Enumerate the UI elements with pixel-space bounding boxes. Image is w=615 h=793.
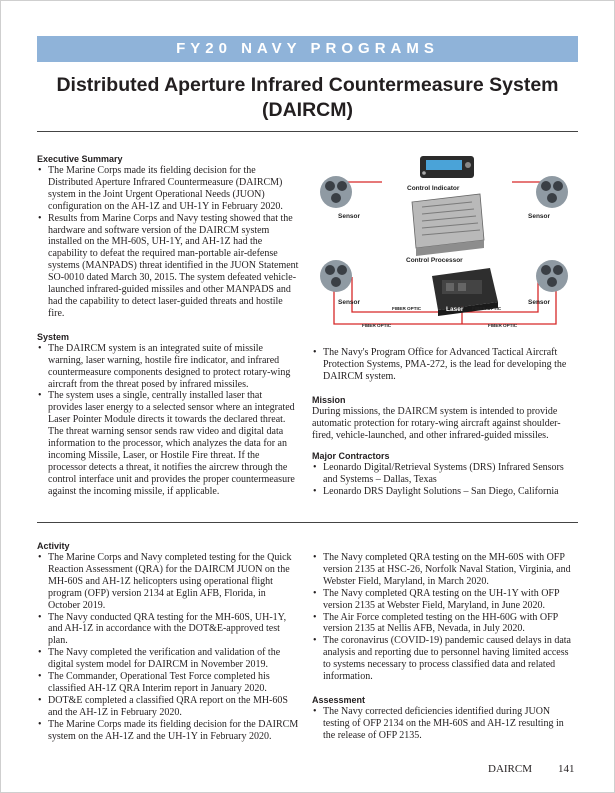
control-processor-label: Control Processor — [406, 257, 463, 264]
mission-heading: Mission — [312, 394, 346, 405]
control-indicator-unit — [420, 156, 474, 178]
fiber-optic-label: FIBER OPTIC — [392, 306, 422, 311]
activity-heading: Activity — [37, 541, 70, 551]
activity-list-left — [37, 552, 299, 743]
footer-label: DAIRCM — [488, 763, 533, 775]
sensor-top-right — [536, 176, 568, 208]
fiber-optic-label: FIBER OPTIC — [362, 323, 392, 328]
list-item: • The Navy conducted QRA testing for the MH-60S, UH-1Y, and AH-1Z in accordance with the DOT&E-approved test plan. — [48, 612, 299, 648]
list-item: • The Air Force completed testing on the HH-60G with OFP version 2135 at Nellis AFB, Nevada, in July 2020. — [323, 612, 578, 636]
list-item: • Results from Marine Corps and Navy testing showed that the hardware and software version of the DAIRCM system installed on the MH-60S, UH-1Y, and AH-1Z had the capability to defeat the required man-portable air-defense systems (MANPADS) threat identified in the JUON Statement SO-0010 dated March 30, 2015. The system defeated vehicle-launched infrared-guided missiles and other MANPADS and had the capability to detect laser-guided threats and hostile fire. — [48, 213, 299, 320]
sensor-bottom-left — [320, 260, 352, 292]
left-column-top — [37, 154, 299, 498]
list-item: • The Marine Corps made its fielding decision for the DAIRCM system on the AH-1Z and the UH-1Y in February 2020. — [48, 719, 299, 743]
list-item: • Leonardo Digital/Retrieval Systems (DRS) Infrared Sensors and Systems – Dallas, Texas — [323, 462, 578, 486]
list-item: • The Navy completed QRA testing on the MH-60S with OFP version 2135 at HSC-26, Norfolk Naval Station, Virginia, and Webster Field, Maryland, in March 2020. — [323, 552, 578, 588]
list-item: • The Marine Corps and Navy completed testing for the Quick Reaction Assessment (QRA) for the DAIRCM JUON on the MH-60S and AH-1Z helicopters using operational flight program (OFP) version 2134 at Eglin AFB, Florida, in October 2019. — [48, 552, 299, 612]
list-item: • The system uses a single, centrally installed laser that provides laser energy to a selected sensor where an integrated Laser Pointer Module directs it towards the declared threat. The threat warning sensor sends raw video and digital data information to the processor, which analyzes the data for an incoming Missile, Laser, or Hostile Fire threat. If the processor detects a threat, it notifies the aircrew through the control interface unit and provides the proper countermeasure against the incoming missile, if applicable. — [48, 390, 299, 497]
title-rule — [37, 131, 578, 132]
assessment-list — [312, 706, 578, 742]
list-item: • The DAIRCM system is an integrated suite of missile warning, laser warning, hostile fire indicator, and infrared countermeasure components designed to protect rotary-wing aircraft from the threat posed by infrared missiles. — [48, 343, 299, 391]
sensor-label: Sensor — [528, 213, 551, 220]
title-line-1: Distributed Aperture Infrared Countermeasure System — [56, 74, 559, 96]
system-list — [37, 343, 299, 498]
system-heading: System — [37, 331, 70, 342]
section-rule — [37, 522, 578, 523]
list-item: • The coronavirus (COVID-19) pandemic caused delays in data analysis and reporting due to personnel having limited access to systems necessary to process classified data and related information. — [323, 635, 578, 683]
executive-summary-list — [37, 165, 299, 320]
list-item: • The Navy completed the verification and validation of the digital system model for DAIRCM in November 2019. — [48, 647, 299, 671]
sensor-top-left — [320, 176, 352, 208]
list-item: • Leonardo DRS Daylight Solutions – San Diego, California — [323, 486, 578, 498]
sensor-label: Sensor — [338, 299, 361, 306]
fiber-optic-label: FIBER OPTIC — [472, 306, 502, 311]
activity-list-right — [312, 552, 578, 683]
page-title — [37, 73, 578, 123]
list-item: • The Commander, Operational Test Force completed his classified AH-1Z QRA Interim report in January 2020. — [48, 671, 299, 695]
page-footer — [488, 763, 575, 775]
page-number: 141 — [558, 763, 575, 775]
list-item: • The Navy corrected deficiencies identified during JUON testing of OFP 2134 on the MH-60S and AH-1Z resulting in the release of OFP 2135. — [323, 706, 578, 742]
assessment-heading: Assessment — [312, 694, 366, 705]
mission-text: During missions, the DAIRCM system is intended to provide automatic protection for rotary-wing aircraft against shoulder-fired, vehicle-launched, and other infrared-guided missiles. — [312, 405, 561, 441]
laser-label: Laser — [446, 306, 464, 313]
sensor-label: Sensor — [338, 213, 361, 220]
sensor-label: Sensor — [528, 299, 551, 306]
section-banner: FY20 NAVY PROGRAMS — [37, 36, 578, 62]
activity-left-column — [37, 541, 299, 743]
contractors-list — [312, 462, 578, 498]
activity-right-column — [312, 552, 578, 742]
list-item: • The Marine Corps made its fielding decision for the Distributed Aperture Infrared Countermeasure (DAIRCM) system in the Joint Urgent Operational Needs (JUON) configuration on the AH-1Z and UH-1Y in February 2020. — [48, 165, 299, 213]
list-item: • DOT&E completed a classified QRA report on the MH-60S and the AH-1Z in February 2020. — [48, 695, 299, 719]
title-line-2: (DAIRCM) — [262, 99, 353, 121]
right-column-top — [312, 347, 578, 498]
executive-summary-heading: Executive Summary — [37, 154, 123, 164]
control-indicator-label: Control Indicator — [407, 185, 460, 192]
fiber-optic-label: FIBER OPTIC — [488, 323, 518, 328]
program-office-list — [312, 347, 578, 383]
list-item: • The Navy's Program Office for Advanced Tactical Aircraft Protection Systems, PMA-272, is the lead for developing the DAIRCM system. — [323, 347, 578, 383]
list-item: • The Navy completed QRA testing on the UH-1Y with OFP version 2135 at Webster Field, Maryland, in June 2020. — [323, 588, 578, 612]
control-processor-unit — [412, 194, 484, 256]
major-contractors-heading: Major Contractors — [312, 451, 390, 462]
daircm-system-diagram — [312, 152, 578, 332]
sensor-bottom-right — [536, 260, 568, 292]
